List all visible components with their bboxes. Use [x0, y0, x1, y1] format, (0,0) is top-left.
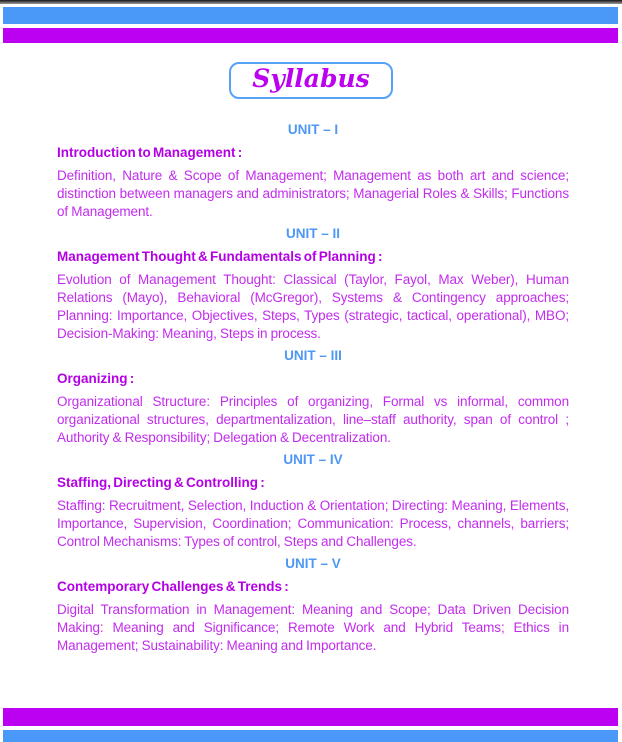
unit-section — [57, 451, 569, 551]
decorative-bar-magenta-top — [3, 28, 618, 43]
title-area — [0, 62, 622, 99]
unit-header: UNIT – III — [284, 348, 342, 363]
section-heading: Staffing, Directing & Controlling : — [57, 475, 265, 490]
section-body: Definition, Nature & Scope of Management; Management as both art and science; distinction between managers and administrators; Managerial Roles & Skills; Functions of Management. — [57, 168, 569, 219]
decorative-bar-magenta-bottom — [3, 708, 618, 726]
unit-section — [57, 555, 569, 655]
decorative-bar-blue-bottom — [3, 730, 618, 742]
unit-header: UNIT – IV — [283, 452, 343, 467]
unit-section — [57, 225, 569, 343]
syllabus-content — [57, 117, 569, 655]
unit-header: UNIT – II — [285, 226, 340, 241]
syllabus-title-box — [229, 62, 393, 99]
section-body: Digital Transformation in Management: Meaning and Scope; Data Driven Decision Making: Meaning and Significance; Remote Work and Hybrid Teams; Ethics in Management; Sustainability: Meaning and Importance. — [57, 602, 569, 653]
page-title: Syllabus — [252, 64, 370, 93]
unit-header: UNIT – I — [287, 122, 339, 137]
unit-section — [57, 121, 569, 221]
unit-header: UNIT – V — [285, 556, 341, 571]
section-body: Evolution of Management Thought: Classical (Taylor, Fayol, Max Weber), Human Relations (Mayo), Behavioral (McGregor), Systems & Contingency approaches; Planning: Importance, Objectives, Steps, Types (strategic, tactical, operational), MBO; Decision-Making: Meaning, Steps in process. — [57, 272, 569, 341]
section-body: Staffing: Recruitment, Selection, Induction & Orientation; Directing: Meaning, Elements, Importance, Supervision, Coordination; Communication: Process, channels, barriers; Control Mechanisms: Types of control, Steps and Challenges. — [57, 498, 569, 549]
section-heading: Management Thought & Fundamentals of Planning : — [57, 249, 383, 264]
section-heading: Organizing : — [57, 371, 135, 386]
screenshot-top-edge — [0, 0, 622, 4]
section-body: Organizational Structure: Principles of organizing, Formal vs informal, common organizational structures, departmentalization, line–staff authority, span of control ; Authority & Responsibility; Delegation & Decentralization. — [57, 394, 569, 445]
decorative-bar-blue-top — [3, 7, 618, 24]
section-heading: Introduction to Management : — [57, 145, 243, 160]
unit-section — [57, 347, 569, 447]
section-heading: Contemporary Challenges & Trends : — [57, 579, 289, 594]
